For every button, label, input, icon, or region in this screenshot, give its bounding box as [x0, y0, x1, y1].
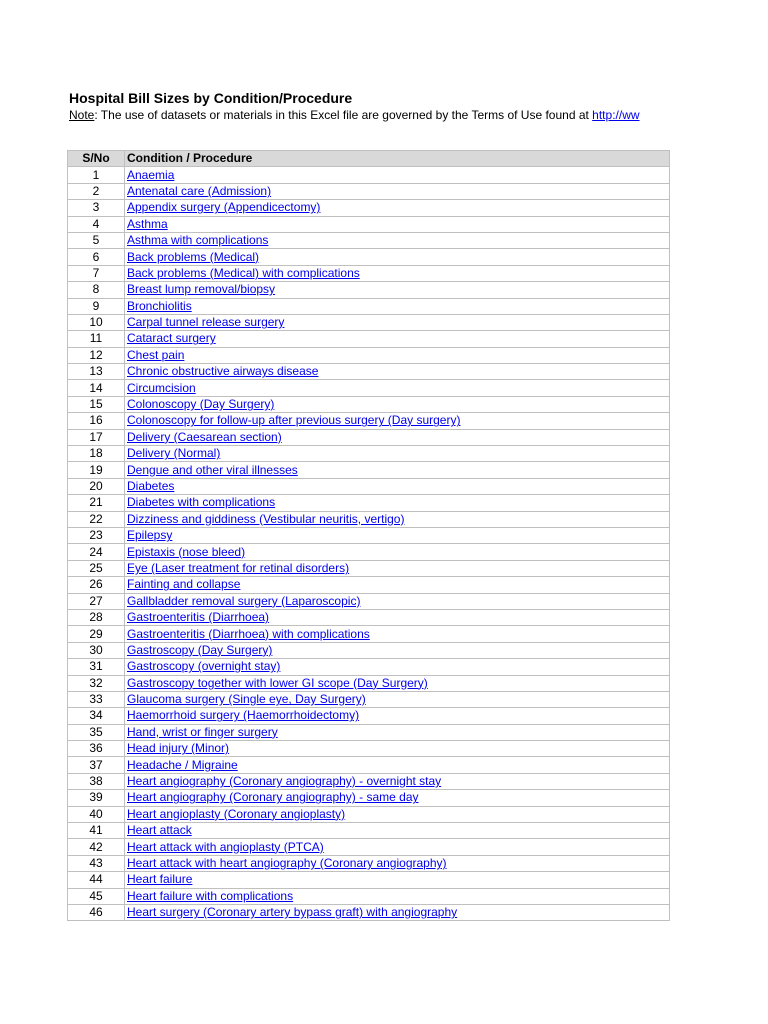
- table-row: [68, 314, 670, 330]
- row-number: 18: [68, 446, 125, 462]
- condition-link[interactable]: Epistaxis (nose bleed): [127, 544, 246, 559]
- column-header-condition: Condition / Procedure: [125, 151, 670, 167]
- condition-link[interactable]: Heart angiography (Coronary angiography) - same day: [127, 790, 419, 805]
- table-header-row: [68, 151, 670, 167]
- row-number: 8: [68, 282, 125, 298]
- condition-cell: [125, 872, 670, 888]
- row-number: 23: [68, 527, 125, 543]
- condition-link[interactable]: Antenatal care (Admission): [127, 183, 272, 198]
- condition-cell: [125, 314, 670, 330]
- table-row: [68, 724, 670, 740]
- table-row: [68, 364, 670, 380]
- condition-link[interactable]: Cataract surgery: [127, 331, 216, 346]
- row-number: 3: [68, 200, 125, 216]
- row-number: 35: [68, 724, 125, 740]
- condition-cell: [125, 478, 670, 494]
- row-number: 29: [68, 626, 125, 642]
- condition-cell: [125, 347, 670, 363]
- condition-link[interactable]: Haemorrhoid surgery (Haemorrhoidectomy): [127, 708, 360, 723]
- row-number: 42: [68, 839, 125, 855]
- table-row: [68, 675, 670, 691]
- condition-link[interactable]: Anaemia: [127, 167, 175, 182]
- row-number: 20: [68, 478, 125, 494]
- table-row: [68, 626, 670, 642]
- condition-cell: [125, 298, 670, 314]
- condition-link[interactable]: Gallbladder removal surgery (Laparoscopic): [127, 593, 361, 608]
- condition-link[interactable]: Back problems (Medical) with complications: [127, 265, 360, 280]
- table-row: [68, 741, 670, 757]
- row-number: 39: [68, 790, 125, 806]
- row-number: 40: [68, 806, 125, 822]
- table-row: [68, 478, 670, 494]
- condition-link[interactable]: Heart angioplasty (Coronary angioplasty): [127, 806, 346, 821]
- table-row: [68, 265, 670, 281]
- condition-cell: [125, 462, 670, 478]
- condition-link[interactable]: Eye (Laser treatment for retinal disorders): [127, 560, 350, 575]
- condition-link[interactable]: Delivery (Caesarean section): [127, 429, 282, 444]
- condition-link[interactable]: Heart angiography (Coronary angiography) - overnight stay: [127, 774, 442, 789]
- page-title: Hospital Bill Sizes by Condition/Procedure: [69, 90, 353, 106]
- note-label: Note: [69, 108, 95, 122]
- condition-cell: [125, 806, 670, 822]
- table-row: [68, 823, 670, 839]
- table-row: [68, 413, 670, 429]
- condition-cell: [125, 904, 670, 920]
- row-number: 32: [68, 675, 125, 691]
- row-number: 36: [68, 741, 125, 757]
- note-text: : The use of datasets or materials in this Excel file are governed by the Terms of Use found at: [94, 108, 593, 122]
- condition-link[interactable]: Asthma with complications: [127, 233, 269, 248]
- conditions-table: [67, 150, 670, 921]
- condition-link[interactable]: Heart attack with angioplasty (PTCA): [127, 839, 324, 854]
- table-row: [68, 511, 670, 527]
- table-row: [68, 855, 670, 871]
- condition-cell: [125, 577, 670, 593]
- row-number: 37: [68, 757, 125, 773]
- condition-link[interactable]: Gastroscopy (overnight stay): [127, 659, 281, 674]
- condition-cell: [125, 888, 670, 904]
- condition-cell: [125, 364, 670, 380]
- condition-link[interactable]: Diabetes with complications: [127, 495, 276, 510]
- condition-link[interactable]: Heart surgery (Coronary artery bypass graft) with angiography: [127, 905, 458, 920]
- row-number: 41: [68, 823, 125, 839]
- table-row: [68, 462, 670, 478]
- condition-cell: [125, 282, 670, 298]
- row-number: 12: [68, 347, 125, 363]
- table-row: [68, 904, 670, 920]
- table-row: [68, 200, 670, 216]
- row-number: 27: [68, 593, 125, 609]
- table-row: [68, 888, 670, 904]
- row-number: 10: [68, 314, 125, 330]
- table-row: [68, 331, 670, 347]
- table-row: [68, 577, 670, 593]
- table-row: [68, 806, 670, 822]
- row-number: 4: [68, 216, 125, 232]
- table-row: [68, 183, 670, 199]
- row-number: 24: [68, 544, 125, 560]
- row-number: 17: [68, 429, 125, 445]
- condition-link[interactable]: Hand, wrist or finger surgery: [127, 724, 278, 739]
- condition-cell: [125, 790, 670, 806]
- table-row: [68, 446, 670, 462]
- table-row: [68, 757, 670, 773]
- table-row: [68, 790, 670, 806]
- row-number: 31: [68, 659, 125, 675]
- table-row: [68, 380, 670, 396]
- condition-cell: [125, 823, 670, 839]
- condition-link[interactable]: Dengue and other viral illnesses: [127, 462, 298, 477]
- condition-cell: [125, 757, 670, 773]
- terms-note: [69, 108, 669, 122]
- condition-cell: [125, 265, 670, 281]
- table-row: [68, 429, 670, 445]
- condition-cell: [125, 167, 670, 183]
- row-number: 5: [68, 232, 125, 248]
- condition-cell: [125, 446, 670, 462]
- table-row: [68, 691, 670, 707]
- table-row: [68, 495, 670, 511]
- condition-cell: [125, 675, 670, 691]
- table-row: [68, 216, 670, 232]
- table-row: [68, 527, 670, 543]
- condition-cell: [125, 396, 670, 412]
- condition-link[interactable]: Heart failure with complications: [127, 888, 294, 903]
- row-number: 9: [68, 298, 125, 314]
- condition-cell: [125, 708, 670, 724]
- condition-cell: [125, 183, 670, 199]
- table-row: [68, 167, 670, 183]
- table-row: [68, 609, 670, 625]
- condition-link[interactable]: Glaucoma surgery (Single eye, Day Surgery): [127, 692, 366, 707]
- row-number: 1: [68, 167, 125, 183]
- condition-link[interactable]: Heart attack: [127, 823, 192, 838]
- condition-link[interactable]: Gastroscopy (Day Surgery): [127, 642, 273, 657]
- condition-cell: [125, 691, 670, 707]
- row-number: 46: [68, 904, 125, 920]
- condition-link[interactable]: Gastroscopy together with lower GI scope (Day Surgery): [127, 675, 428, 690]
- table-row: [68, 544, 670, 560]
- condition-cell: [125, 855, 670, 871]
- row-number: 38: [68, 773, 125, 789]
- condition-link[interactable]: Heart attack with heart angiography (Coronary angiography): [127, 855, 447, 870]
- condition-cell: [125, 773, 670, 789]
- condition-link[interactable]: Asthma: [127, 216, 168, 231]
- condition-cell: [125, 232, 670, 248]
- condition-cell: [125, 626, 670, 642]
- row-number: 11: [68, 331, 125, 347]
- terms-link[interactable]: http://ww: [592, 108, 640, 122]
- row-number: 21: [68, 495, 125, 511]
- row-number: 16: [68, 413, 125, 429]
- row-number: 13: [68, 364, 125, 380]
- row-number: 19: [68, 462, 125, 478]
- condition-link[interactable]: Fainting and collapse: [127, 577, 241, 592]
- condition-cell: [125, 741, 670, 757]
- condition-cell: [125, 642, 670, 658]
- row-number: 2: [68, 183, 125, 199]
- condition-cell: [125, 839, 670, 855]
- condition-link[interactable]: Dizziness and giddiness (Vestibular neuritis, vertigo): [127, 511, 405, 526]
- table-row: [68, 642, 670, 658]
- condition-cell: [125, 544, 670, 560]
- condition-link[interactable]: Gastroenteritis (Diarrhoea): [127, 610, 270, 625]
- condition-link[interactable]: Colonoscopy for follow-up after previous surgery (Day surgery): [127, 413, 461, 428]
- table-row: [68, 249, 670, 265]
- table-row: [68, 560, 670, 576]
- table-row: [68, 232, 670, 248]
- condition-cell: [125, 380, 670, 396]
- condition-cell: [125, 216, 670, 232]
- row-number: 6: [68, 249, 125, 265]
- row-number: 30: [68, 642, 125, 658]
- condition-link[interactable]: Gastroenteritis (Diarrhoea) with complications: [127, 626, 370, 641]
- condition-cell: [125, 413, 670, 429]
- condition-cell: [125, 560, 670, 576]
- table-row: [68, 659, 670, 675]
- condition-cell: [125, 527, 670, 543]
- condition-link[interactable]: Delivery (Normal): [127, 446, 221, 461]
- table-row: [68, 347, 670, 363]
- condition-cell: [125, 724, 670, 740]
- condition-link[interactable]: Head injury (Minor): [127, 741, 230, 756]
- condition-link[interactable]: Appendix surgery (Appendicectomy): [127, 200, 321, 215]
- condition-link[interactable]: Heart failure: [127, 872, 193, 887]
- row-number: 25: [68, 560, 125, 576]
- condition-cell: [125, 609, 670, 625]
- condition-link[interactable]: Chest pain: [127, 347, 185, 362]
- row-number: 44: [68, 872, 125, 888]
- condition-link[interactable]: Breast lump removal/biopsy: [127, 282, 276, 297]
- table-row: [68, 282, 670, 298]
- table-row: [68, 298, 670, 314]
- row-number: 15: [68, 396, 125, 412]
- row-number: 22: [68, 511, 125, 527]
- condition-link[interactable]: Back problems (Medical): [127, 249, 260, 264]
- column-header-sno: S/No: [68, 151, 125, 167]
- condition-link[interactable]: Headache / Migraine: [127, 757, 238, 772]
- table-body: [68, 167, 670, 921]
- table-row: [68, 839, 670, 855]
- row-number: 45: [68, 888, 125, 904]
- table-row: [68, 593, 670, 609]
- condition-link[interactable]: Bronchiolitis: [127, 298, 192, 313]
- row-number: 43: [68, 855, 125, 871]
- row-number: 28: [68, 609, 125, 625]
- row-number: 14: [68, 380, 125, 396]
- condition-link[interactable]: Carpal tunnel release surgery: [127, 315, 285, 330]
- condition-cell: [125, 593, 670, 609]
- condition-cell: [125, 495, 670, 511]
- condition-link[interactable]: Diabetes: [127, 479, 175, 493]
- row-number: 34: [68, 708, 125, 724]
- condition-link[interactable]: Epilepsy: [127, 528, 173, 543]
- table-row: [68, 708, 670, 724]
- condition-link[interactable]: Circumcision: [127, 380, 196, 395]
- table-row: [68, 872, 670, 888]
- condition-cell: [125, 659, 670, 675]
- row-number: 26: [68, 577, 125, 593]
- table-row: [68, 773, 670, 789]
- table-row: [68, 396, 670, 412]
- row-number: 33: [68, 691, 125, 707]
- condition-cell: [125, 511, 670, 527]
- condition-cell: [125, 200, 670, 216]
- condition-link[interactable]: Colonoscopy (Day Surgery): [127, 397, 275, 412]
- row-number: 7: [68, 265, 125, 281]
- condition-cell: [125, 249, 670, 265]
- condition-link[interactable]: Chronic obstructive airways disease: [127, 364, 319, 379]
- condition-cell: [125, 429, 670, 445]
- condition-cell: [125, 331, 670, 347]
